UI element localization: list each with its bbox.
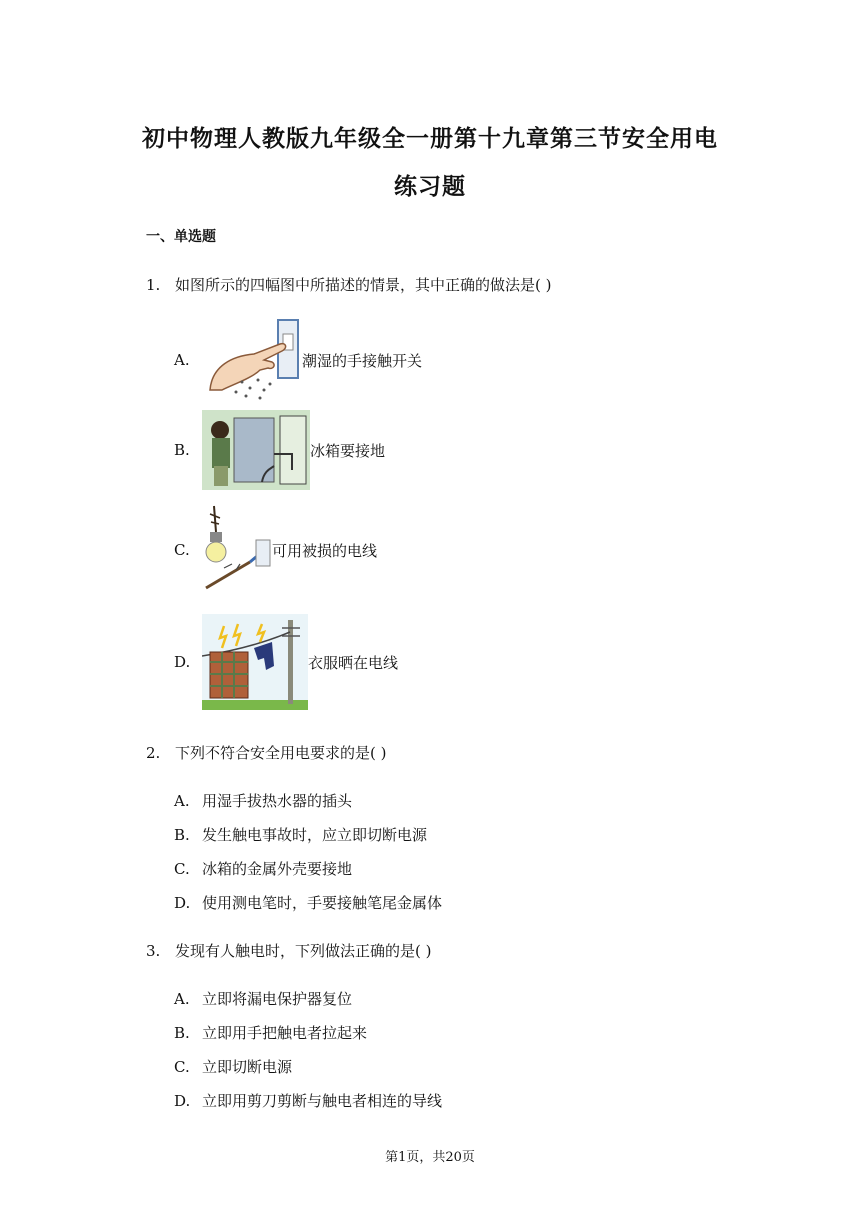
- option-text: 潮湿的手接触开关: [302, 351, 423, 370]
- option-letter: D.: [174, 1091, 191, 1110]
- option-letter: A.: [174, 351, 190, 369]
- damaged-wire-image: [202, 504, 272, 596]
- option-text: 立即切断电源: [202, 1058, 293, 1076]
- clothes-on-wire-image: [202, 614, 308, 710]
- section-heading: 一、单选题: [146, 229, 216, 245]
- option-letter: C.: [174, 1057, 190, 1076]
- page-footer: 第1页，共20页: [385, 1150, 475, 1165]
- fridge-ground-image: [202, 410, 310, 490]
- option-letter: B.: [174, 441, 190, 459]
- document-title-line1: 初中物理人教版九年级全一册第十九章第三节安全用电: [142, 126, 718, 152]
- question-number: 3.: [146, 942, 161, 960]
- option-1a[interactable]: [174, 312, 422, 408]
- option-text: 可用被损的电线: [272, 541, 378, 560]
- option-text: 用湿手拔热水器的插头: [202, 792, 353, 810]
- option-text: 立即将漏电保护器复位: [202, 990, 353, 1008]
- option-letter: D.: [174, 653, 191, 671]
- option-1d[interactable]: [174, 614, 398, 710]
- option-text: 冰箱要接地: [310, 441, 386, 460]
- option-letter: D.: [174, 893, 191, 912]
- question-number: 1.: [146, 276, 161, 294]
- question-text: 下列不符合安全用电要求的是( ): [175, 744, 387, 762]
- wet-hand-switch-image: [202, 318, 302, 402]
- option-3a[interactable]: [174, 988, 352, 1009]
- option-text: 立即用手把触电者拉起来: [202, 1024, 368, 1042]
- option-2c[interactable]: [174, 858, 352, 879]
- question-text: 如图所示的四幅图中所描述的情景，其中正确的做法是( ): [175, 276, 552, 294]
- option-3d[interactable]: [174, 1090, 442, 1111]
- option-letter: A.: [174, 791, 190, 810]
- option-text: 衣服晒在电线: [308, 653, 399, 672]
- question-1: [146, 274, 551, 295]
- option-letter: A.: [174, 989, 190, 1008]
- option-3c[interactable]: [174, 1056, 292, 1077]
- option-text: 发生触电事故时，应立即切断电源: [202, 826, 428, 844]
- option-letter: B.: [174, 825, 190, 844]
- option-text: 使用测电笔时，手要接触笔尾金属体: [202, 894, 443, 912]
- option-letter: C.: [174, 541, 190, 559]
- option-text: 立即用剪刀剪断与触电者相连的导线: [202, 1092, 443, 1110]
- question-3: [146, 940, 431, 961]
- question-number: 2.: [146, 744, 161, 762]
- question-text: 发现有人触电时，下列做法正确的是( ): [175, 942, 432, 960]
- option-text: 冰箱的金属外壳要接地: [202, 860, 353, 878]
- option-letter: C.: [174, 859, 190, 878]
- option-1b[interactable]: [174, 402, 385, 498]
- option-2d[interactable]: [174, 892, 442, 913]
- option-letter: B.: [174, 1023, 190, 1042]
- option-2b[interactable]: [174, 824, 427, 845]
- question-2: [146, 742, 386, 763]
- option-3b[interactable]: [174, 1022, 367, 1043]
- document-title-line2: 练习题: [394, 174, 466, 200]
- option-1c[interactable]: [174, 502, 377, 598]
- option-2a[interactable]: [174, 790, 352, 811]
